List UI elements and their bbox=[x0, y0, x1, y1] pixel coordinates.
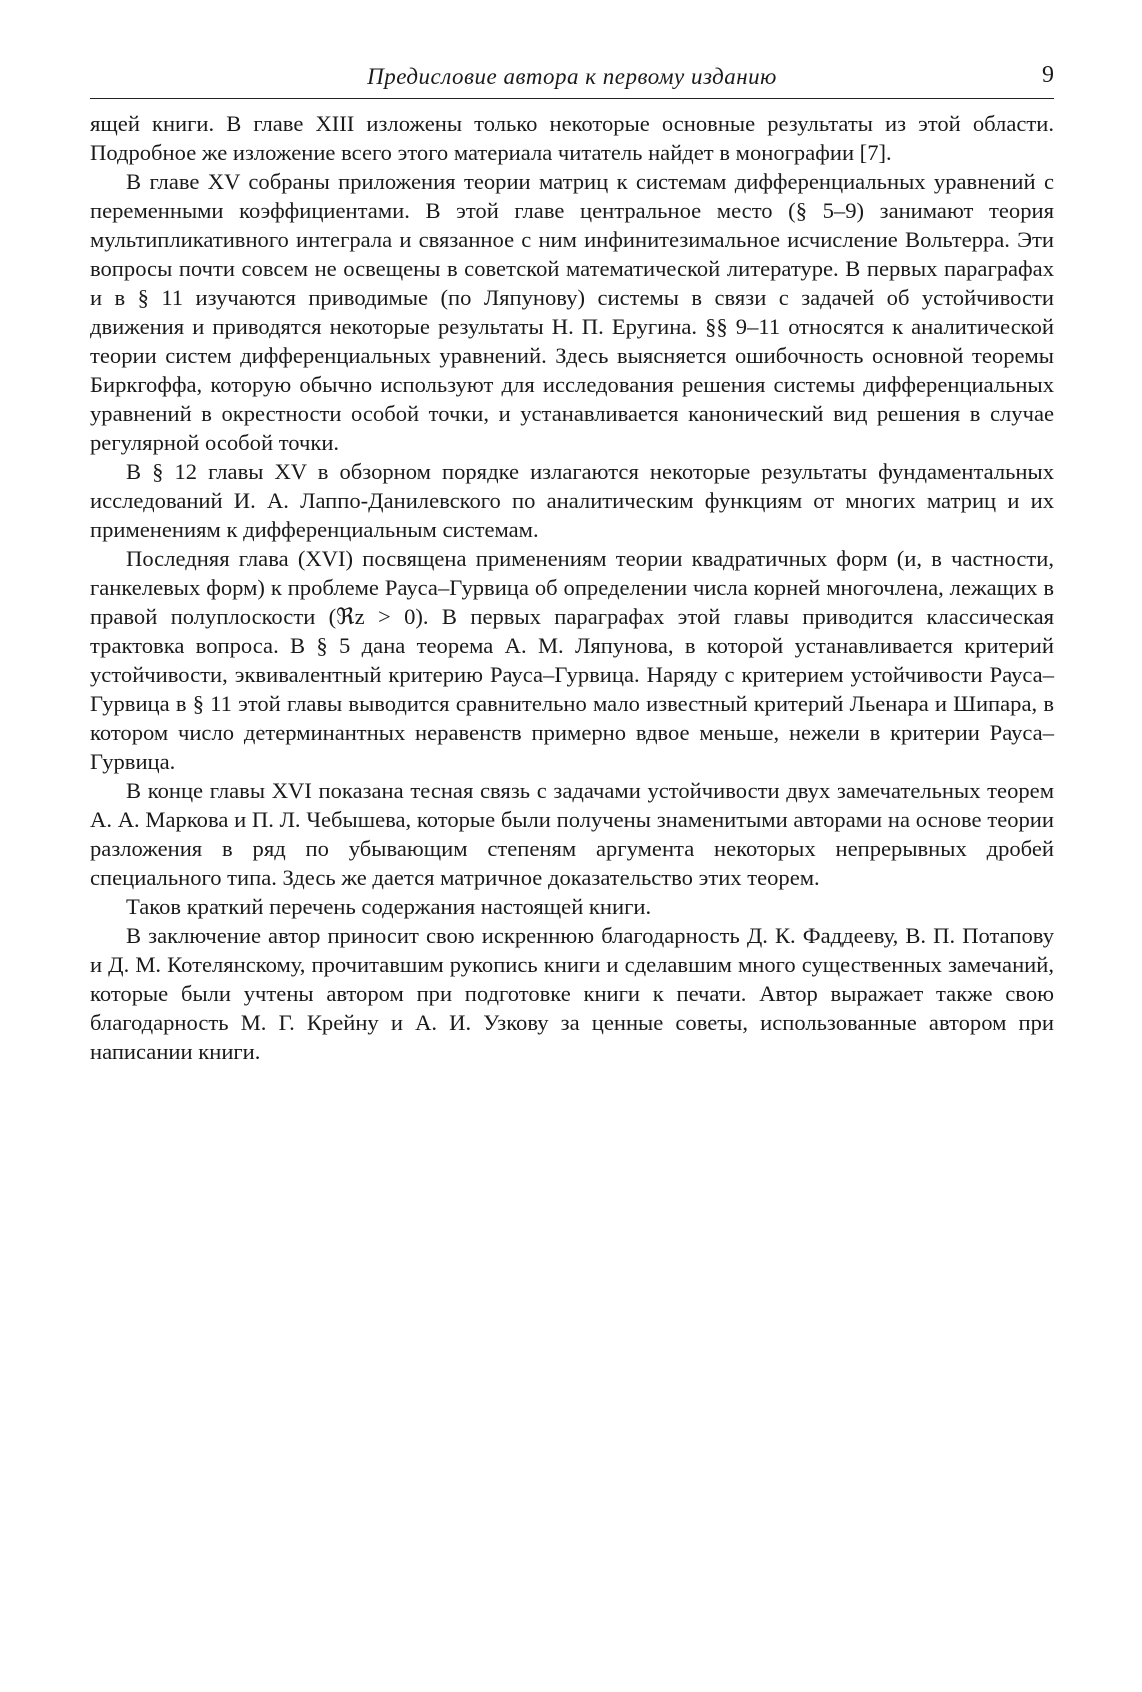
paragraph-chapter-xv: В главе XV собраны приложения теории матриц к системам дифференциальных уравнений с переменными коэффициентами. В этой главе центральное место (§ 5–9) занимают теория мультипликативного интеграла и связанное с ним инфинитезимальное исчисление Вольтерра. Эти вопросы почти совсем не освещены в советской математической литературе. В первых параграфах и в § 11 изучаются приводимые (по Ляпунову) системы в связи с задачей об устойчивости движения и приводятся некоторые результаты Н. П. Еругина. §§ 9–11 относятся к аналитической теории систем дифференциальных уравнений. Здесь выясняется ошибочность основной теоремы Биркгоффа, которую обычно используют для исследования решения системы дифференциальных уравнений в окрестности особой точки, и устанавливается канонический вид решения в случае регулярной особой точки. bbox=[90, 169, 1054, 455]
page-number: 9 bbox=[1042, 62, 1054, 88]
paragraph-acknowledgements: В заключение автор приносит свою искреннюю благодарность Д. К. Фаддееву, В. П. Потапову и Д. М. Котелянскому, прочитавшим рукопись книги и сделавшим много существенных замечаний, которые были учтены автором при подготовке книги к печати. Автор выражает также свою благодарность М. Г. Крейну и А. И. Узкову за ценные советы, использованные автором при написании книги. bbox=[90, 923, 1054, 1064]
running-head bbox=[90, 60, 1054, 99]
book-page bbox=[90, 60, 1054, 1066]
paragraph-summary: Таков краткий перечень содержания настоящей книги. bbox=[126, 894, 652, 919]
paragraph-section-12: В § 12 главы XV в обзорном порядке излагаются некоторые результаты фундаментальных исследований И. А. Лаппо-Данилевского по аналитическим функциям от многих матриц и их применениям к дифференциальным системам. bbox=[90, 459, 1054, 542]
paragraph-chapter-xvi: Последняя глава (XVI) посвящена применениям теории квадратичных форм (и, в частности, ганкелевых форм) к проблеме Рауса–Гурвица об определении числа корней многочлена, лежащих в правой полуплоскости (ℜz > 0). В первых параграфах этой главы приводится классическая трактовка вопроса. В § 5 дана теорема А. М. Ляпунова, в которой устанавливается критерий устойчивости, эквивалентный критерию Рауса–Гурвица. Наряду с критерием устойчивости Рауса–Гурвица в § 11 этой главы выводится сравнительно мало известный критерий Льенара и Шипара, в котором число детерминантных неравенств примерно вдвое меньше, нежели в критерии Рауса–Гурвица. bbox=[90, 546, 1054, 774]
body-text bbox=[90, 109, 1054, 1066]
paragraph-continued: ящей книги. В главе XIII изложены только некоторые основные результаты из этой области. Подробное же изложение всего этого материала читатель найдет в монографии [7]. bbox=[90, 111, 1054, 165]
paragraph-markov-chebyshev: В конце главы XVI показана тесная связь с задачами устойчивости двух замечательных теорем А. А. Маркова и П. Л. Чебышева, которые были получены знаменитыми авторами на основе теории разложения в ряд по убывающим степеням аргумента некоторых непрерывных дробей специального типа. Здесь же дается матричное доказательство этих теорем. bbox=[90, 778, 1054, 890]
running-title: Предисловие автора к первому изданию bbox=[367, 64, 777, 89]
